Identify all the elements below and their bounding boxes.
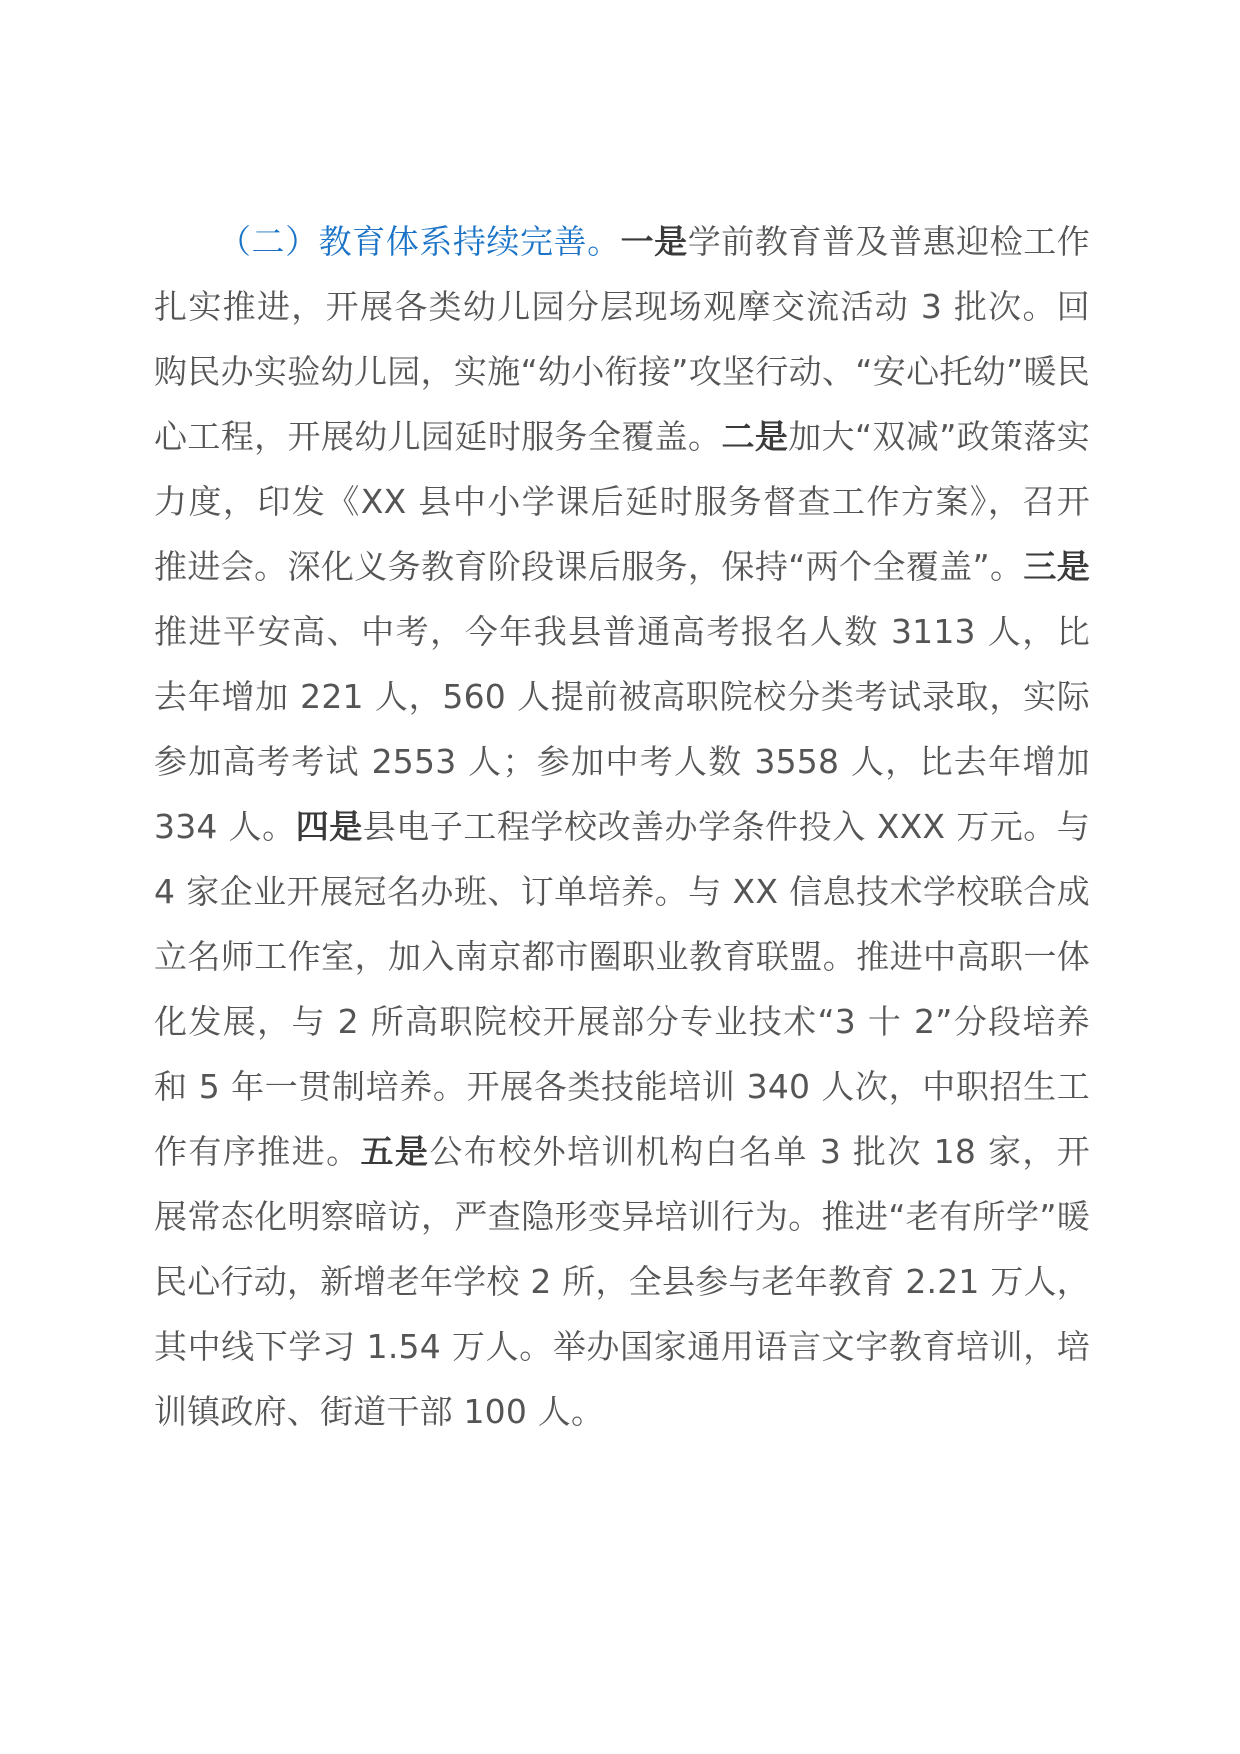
point-lead-4: 四是 bbox=[295, 807, 363, 846]
point-lead-3: 三是 bbox=[1023, 547, 1091, 586]
point-lead-2: 二是 bbox=[721, 417, 789, 456]
point-text-3: 推进平安高、中考，今年我县普通高考报名人数 3113 人，比去年增加 221 人，560 人提前被高职院校分类考试录取，实际参加高考考试 2553 人；参加中考人数 3558 人，比去年增加 334 人。 bbox=[154, 612, 1090, 846]
point-text-4: 县电子工程学校改善办学条件投入 XXX 万元。与 4 家企业开展冠名办班、订单培养。与 XX 信息技术学校联合成立名师工作室，加入南京都市圈职业教育联盟。推进中高职一体化发展，与 2 所高职院校开展部分专业技术“3 十 2”分段培养和 5 年一贯制培养。开展各类技能培训 340 人次，中职招生工作有序推进。 bbox=[154, 807, 1091, 1171]
section-heading: （二）教育体系持续完善。 bbox=[218, 222, 621, 261]
point-text-5: 公布校外培训机构白名单 3 批次 18 家，开展常态化明察暗访，严查隐形变异培训行为。推进“老有所学”暖民心行动，新增老年学校 2 所，全县参与老年教育 2.21 万人，其中线下学习 1.54 万人。举办国家通用语言文字教育培训，培训镇政府、街道干部 100 人。 bbox=[154, 1132, 1091, 1431]
point-lead-5: 五是 bbox=[360, 1132, 430, 1171]
body-paragraph bbox=[154, 209, 1090, 1444]
point-text-1: 学前教育普及普惠迎检工作扎实推进，开展各类幼儿园分层现场观摩交流活动 3 批次。回购民办实验幼儿园，实施“幼小衔接”攻坚行动、“安心托幼”暖民心工程，开展幼儿园延时服务全覆盖。 bbox=[154, 222, 1090, 456]
point-text-2: 加大“双减”政策落实力度，印发《XX 县中小学课后延时服务督查工作方案》，召开推进会。深化义务教育阶段课后服务，保持“两个全覆盖”。 bbox=[154, 417, 1090, 586]
point-lead-1: 一是 bbox=[620, 222, 688, 261]
